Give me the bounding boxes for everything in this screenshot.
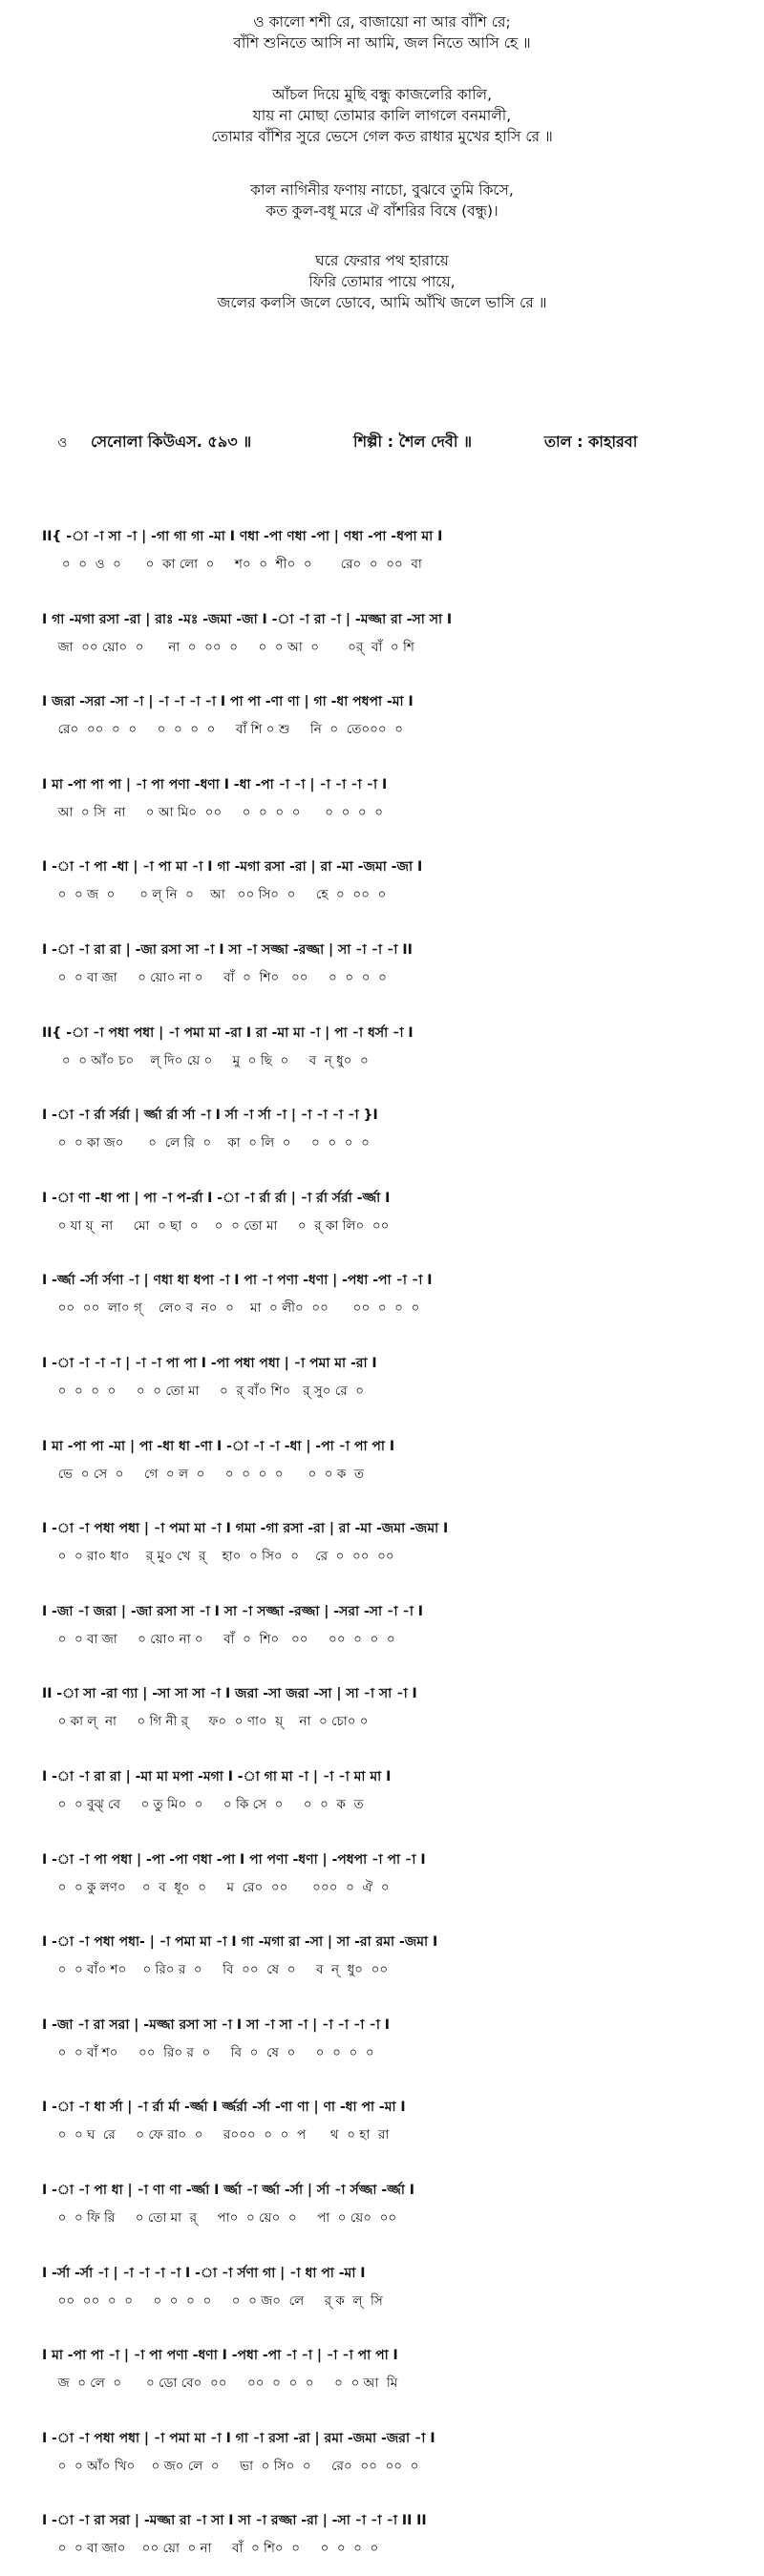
notation-line: I গা -মগা রসা -রা | রাঃ -মঃ -জমা -জা I -া -া রা -া | -মজ্জা রা -সা সা I [42,612,453,627]
notation-row [0,608,764,675]
notation-line: I -া -া পধা পধা | -া পমা মা -া I গা -া রসা -রা | রমা -জমা -জরা -া I [42,2431,435,2446]
syllable-line: ০ ০ ঘ রে ০ ফে রা০ ০ র০০০ ০ ০ প থ ০ হা রা [50,2127,390,2143]
notation-line: I জরা -সরা -সা -া | -া -া -া -া I পা পা -ণা ণা | গা -ধা পধপা -মা I [42,694,414,709]
notation-row [0,1765,764,1832]
lyric-line: আঁচল দিয়ে মুছি বন্ধু কাজলেরি কালি, [271,86,493,103]
syllable-line: ০ ০ বা জা ০ য়ো০ না ০ বাঁ ০ শি০ ০০ ০ ০ ০ ০ [50,970,387,985]
notation-line: I -া -া পধা পধা- | -া পমা মা -া I গা -মগা রা -সা | সা -রা রমা -জমা I [42,1934,438,1950]
notation-row [0,1600,764,1667]
header-mark: ও [57,435,68,451]
notation-row [0,1352,764,1419]
syllable-line: ০ ০ আঁ০ খি০ ০ জ০ লে ০ ভা ০ সি০ ০ রে০ ০০ ০০ ০ [50,2459,419,2474]
notation-line: I মা -পা পা -মা | পা -ধা ধা -ণা I -া -া -া -ধা | -পা -া পা পা I [42,1439,395,1454]
notation-line: I -া -া পা পধা | -পা -পা ণধা -পা I পা পণা -ধণা | -পধপা -া পা -া I [42,1852,426,1868]
notation-row [0,1848,764,1915]
notation-row [0,690,764,757]
notation-row [0,2096,764,2163]
notation-row [0,2014,764,2080]
taal-name: তাল : কাহারবা [544,433,638,451]
syllable-line: রে০ ০০ ০ ০ ০ ০ ০ ০ বাঁ শি ০ শু নি ০ তে০০০ ০ [50,722,404,737]
lyric-line: কত কুল-বধূ মরে ঐ বাঁশরির বিষে (বন্ধু)। [265,202,499,220]
notation-line: I -া -া -া -া | -া -া পা পা I -পা পধা পধা | -া পমা মা -রা I [42,1356,377,1371]
notation-line: I -া -া ধা র্সা | -া র্রা র্মা -র্জ্জা I র্জ্জর্রা -র্সা -ণা ণা | ণা -ধা পা -মা I [42,2100,406,2115]
syllable-line: জ ০ লে ০ ০ ডো বে০ ০০ ০০ ০ ০ ০ ০ ০ আ মি [50,2375,398,2391]
lyric-line: ও কালো শশী রে, বাজায়ো না আর বাঁশি রে; [253,13,511,31]
notation-row [0,1269,764,1336]
syllable-line: ০ ০ বুঝ্ বে ০ তু মি০ ০ ০ কি সে ০ ০ ০ ক ত [50,1797,364,1812]
notation-line: I -া -া রা রা | -জা রসা সা -া I সা -া সজ্জা -রজ্জা | সা -া -া -া II [42,942,413,958]
syllable-line: ০ ০ বা জা ০ য়ো০ না ০ বাঁ ০ শি০ ০০ ০০ ০ ০ ০ [50,1632,395,1647]
syllable-line: ০ ০ ফি রি ০ তো মা র্ পা০ ০ য়ে০ ০ পা ০ য়ে০ ০০ [50,2210,397,2226]
notation-row [0,1931,764,1997]
syllable-line: ০ ০ কু লণ০ ০ ব ধূ০ ০ ম রে০ ০০ ০০০ ০ ঐ ০ [50,1880,390,1895]
notation-line: I -র্সা -র্সা -া | -া -া -া -া I -া -া র্সণা গা | -া ধা পা -মা I [42,2266,366,2281]
syllable-line: জা ০০ য়ো০ ০ না ০ ০০ ০ ০ ০ আ ০ ০র্ বাঁ ০ শি [50,640,414,655]
notation-row [0,2179,764,2246]
notation-line: I -া -া রা রা | -মা মা মপা -মগা I -া গা মা -া | -া -া মা মা I [42,1769,392,1784]
notation-line: I -া -া পধা পধা | -া পমা মা -া I গমা -গা রসা -রা | রা -মা -জমা -জমা I [42,1521,449,1536]
syllable-line: ০ ০ বাঁ০ শ০ ০ রি০ র ০ বি ০০ ষে ০ ব ন্ ধু০ ০০ [50,1962,389,1977]
notation-row [0,855,764,922]
notation-row [0,2427,764,2494]
notation-line: I মা -পা পা পা | -া পা পণা -ধণা I -ধা -পা -া -া | -া -া -া -া I [42,777,388,792]
notation-line: II -া সা -রা ণ্যা | -সা সা সা -া I জরা -সা জরা -সা | সা -া সা -া I [42,1686,417,1701]
notation-row [0,2509,764,2576]
syllable-line: আ ০ সি না ০ আ মি০ ০০ ০ ০ ০ ০ ০ ০ ০ ০ [50,805,384,820]
notation-line: I -া -া পা ধা | -া ণা ণা -র্জ্জা I র্জ্জা -া র্জ্জা -র্সা | র্সা -া র্সজ্জা -র্জ্জা I [42,2183,414,2198]
artist-name: শিল্পী : শৈল দেবী ॥ [353,433,473,451]
notation-line: I -া -া রা সরা | -মজ্জা রা -া সা I সা -া রজ্জা -রা | -সা -া -া -া II II [42,2513,427,2528]
notation-line: I -জা -া জরা | -জা রসা সা -া I সা -া সজ্জা -রজ্জা | -সরা -সা -া -া I [42,1604,423,1619]
notation-row [0,2344,764,2411]
syllable-line: ০ ০ কা জ০ ০ লে রি ০ কা ০ লি ০ ০ ০ ০ ০ [50,1135,370,1151]
notation-row [0,1022,764,1088]
lyric-line: জলের কলসি জলে ডোবে, আমি আঁখি জলে ভাসি রে ॥ [217,294,547,311]
record-number: সেনোলা কিউএস. ৫৯৩ ॥ [91,433,252,451]
notation-line: I মা -পা পা -া | -া পা পণা -ধণা I -পধা -পা -া -া | -া -া পা পা I [42,2348,398,2363]
notation-line: I -া -া র্রা র্সর্রা | র্জ্জা র্রা র্সা -া I র্সা -া র্সা -া | -া -া -া -া }I [42,1108,378,1123]
notation-row [0,1517,764,1584]
syllable-line: ০ ০ আঁ০ চ০ ল্ দি০ য়ে ০ মু ০ ছি ০ ব ন্ ধু০ ০ [50,1053,369,1068]
notation-line: I -া -া পা -ধা | -া পা মা -া I গা -মগা রসা -রা | রা -মা -জমা -জা I [42,859,423,875]
notation-row [0,525,764,592]
notation-line: I -া ণা -ধা পা | পা -া প-র্রা I -া -া র্রা র্রা | -া র্রা র্সর্রা -র্জ্জা I [42,1191,391,1206]
lyric-line: কাল নাগিনীর ফণায় নাচো, বুঝবে তুমি কিসে, [250,181,514,199]
lyric-line: বাঁশি শুনিতে আসি না আমি, জল নিতে আসি হে ॥ [233,34,531,52]
syllable-line: ভে ০ সে ০ গে ০ ল ০ ০ ০ ০ ০ ০ ০ ক ত [50,1467,365,1482]
syllable-line: ০ ০ রা০ ধা০ র্ মু০ খে র্ হা০ ০ সি০ ০ রে ০ ০০ ০০ [50,1549,394,1564]
notation-line: II{ -া -া সা -া | -গা গা গা -মা I ণধা -পা ণধা -পা | ণধা -পা -ধপা মা I [42,529,443,544]
notation-row [0,1104,764,1171]
lyric-line: ঘরে ফেরার পথ হারায়ে [315,252,449,269]
syllable-line: ০ ০ ০ ০ ০ ০ তো মা ০ র্ বাঁ০ শি০ র্ সু০ রে ০ [50,1383,365,1399]
syllable-line: ০ ০ জ ০ ০ ল্ নি ০ আ ০০ সি০ ০ হে ০ ০০ ০ [50,887,387,902]
notation-line: II{ -া -া পধা পধা | -া পমা মা -রা I রা -মা মা -া | পা -া ধর্সা -া I [42,1025,414,1041]
syllable-line: ০০ ০০ ০ ০ ০ ০ ০ ০ ০ ০ জ০ লে র্ ক ল্ সি [50,2293,383,2309]
lyric-line: তোমার বাঁশির সুরে ভেসে গেল কত রাধার মুখের হাসি রে ॥ [211,128,553,145]
notation-row [0,2262,764,2329]
syllable-line: ০০ ০০ লা০ গ্ লে০ ব ন০ ০ মা ০ লী০ ০০ ০০ ০ ০ ০ [50,1300,420,1316]
notation-row [0,939,764,1005]
syllable-line: ০ ০ বা জা০ ০০ য়ো ০ না বাঁ ০ শি০ ০ ০ ০ ০ ০ [50,2541,379,2556]
notation-row [0,1682,764,1749]
syllable-line: ০ কা ল্ না ০ গি নী র্ ফ০ ০ ণা০ য়্ না ০ চো০ ০ [50,1714,369,1729]
notation-line: I -জা -া রা সরা | -মজ্জা রসা সা -া I সা -া সা -া | -া -া -া -া I [42,2017,390,2033]
syllable-line: ০ ০ ও ০ ০ কা লো ০ শ০ ০ শী০ ০ রে০ ০ ০০ বা [50,557,422,572]
notation-line: I -র্জ্জা -র্সা র্সণা -া | ণধা ধা ধপা -া I পা -া পণা -ধণা | -পধা -পা -া -া I [42,1273,433,1288]
lyric-line: যায় না মোছা তোমার কালি লাগলে বনমালী, [252,107,512,124]
lyric-line: ফিরি তোমার পায়ে পায়ে, [308,273,456,290]
notation-row [0,773,764,840]
notation-row [0,1435,764,1502]
syllable-line: ০ ০ বাঁ শ০ ০০ রি০ র ০ বি ০ ষে ০ ০ ০ ০ ০ [50,2045,374,2060]
syllable-line: ০ যা য়্ না মো ০ ছা ০ ০ ০ তো মা ০ র্ কা লি০ ০০ [50,1218,390,1234]
notation-row [0,1187,764,1254]
